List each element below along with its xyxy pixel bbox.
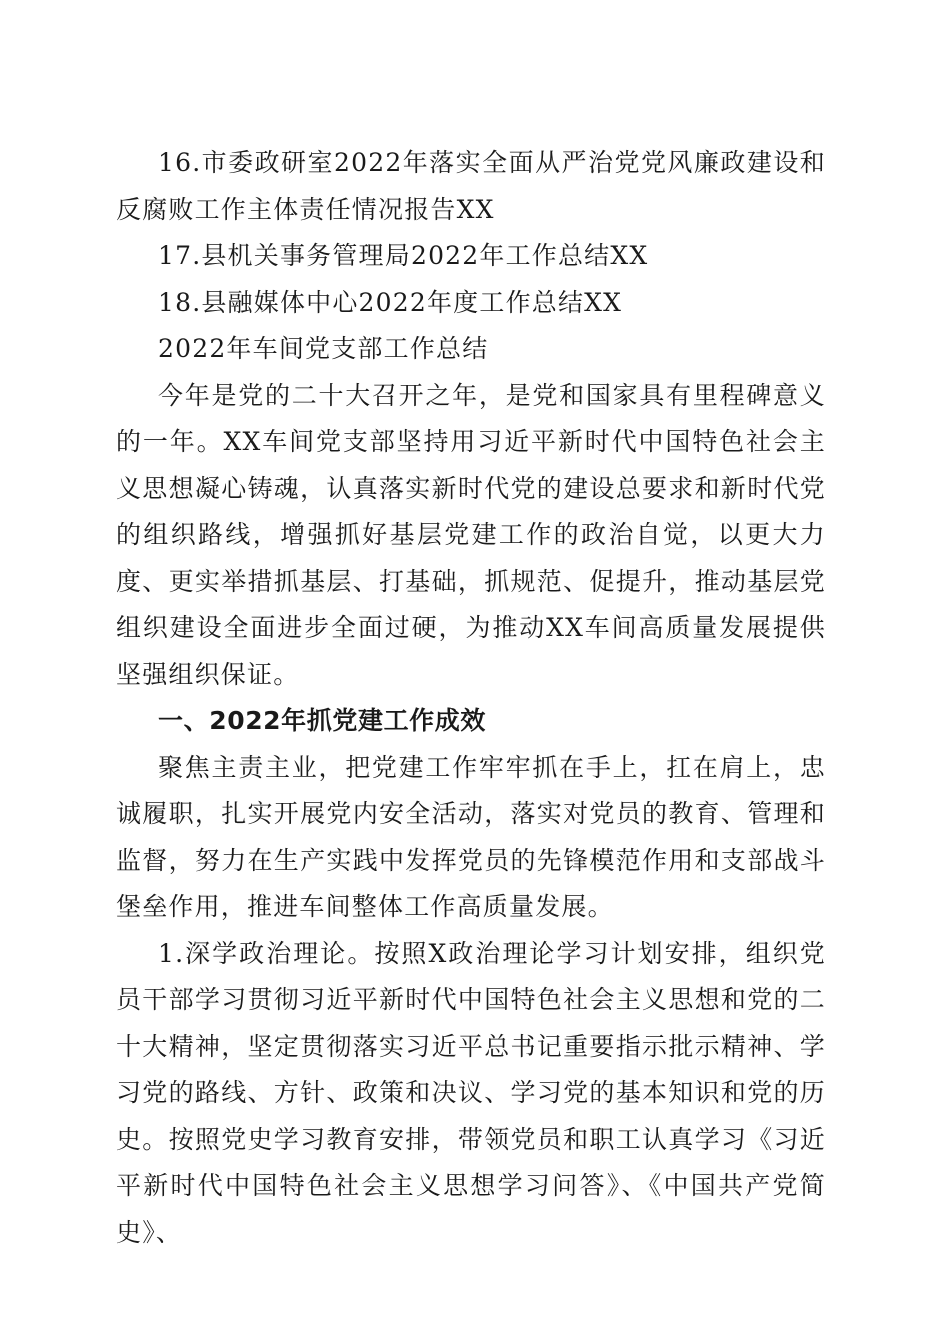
section-1-item-1-paragraph: 1.深学政治理论。按照X政治理论学习计划安排，组织党员干部学习贯彻习近平新时代中国特色社会主义思想和党的二十大精神，坚定贯彻落实习近平总书记重要指示批示精神、学习党的路线、方针、政策和决议、学习党的基本知识和党的历史。按照党史学习教育安排，带领党员和职工认真学习《习近平新时代中国特色社会主义思想学习问答》、《中国共产党简史》、	[116, 938, 826, 1247]
list-item-17: 17.县机关事务管理局2022年工作总结XX	[158, 241, 649, 270]
section-1-heading: 一、2022年抓党建工作成效	[158, 706, 486, 735]
list-item-16: 16.市委政研室2022年落实全面从严治党党风廉政建设和反腐败工作主体责任情况报告XX	[116, 148, 826, 224]
document-body	[116, 140, 826, 1256]
intro-paragraph: 今年是党的二十大召开之年，是党和国家具有里程碑意义的一年。XX车间党支部坚持用习近平新时代中国特色社会主义思想凝心铸魂，认真落实新时代党的建设总要求和新时代党的组织路线，增强抓好基层党建工作的政治自觉，以更大力度、更实举措抓基层、打基础，抓规范、促提升，推动基层党组织建设全面进步全面过硬，为推动XX车间高质量发展提供坚强组织保证。	[116, 380, 826, 689]
document-title: 2022年车间党支部工作总结	[158, 334, 489, 363]
section-1-intro-paragraph: 聚焦主责主业，把党建工作牢牢抓在手上，扛在肩上，忠诚履职，扎实开展党内安全活动，落实对党员的教育、管理和监督，努力在生产实践中发挥党员的先锋模范作用和支部战斗堡垒作用，推进车间整体工作高质量发展。	[116, 752, 826, 921]
list-item-18: 18.县融媒体中心2022年度工作总结XX	[158, 287, 623, 317]
